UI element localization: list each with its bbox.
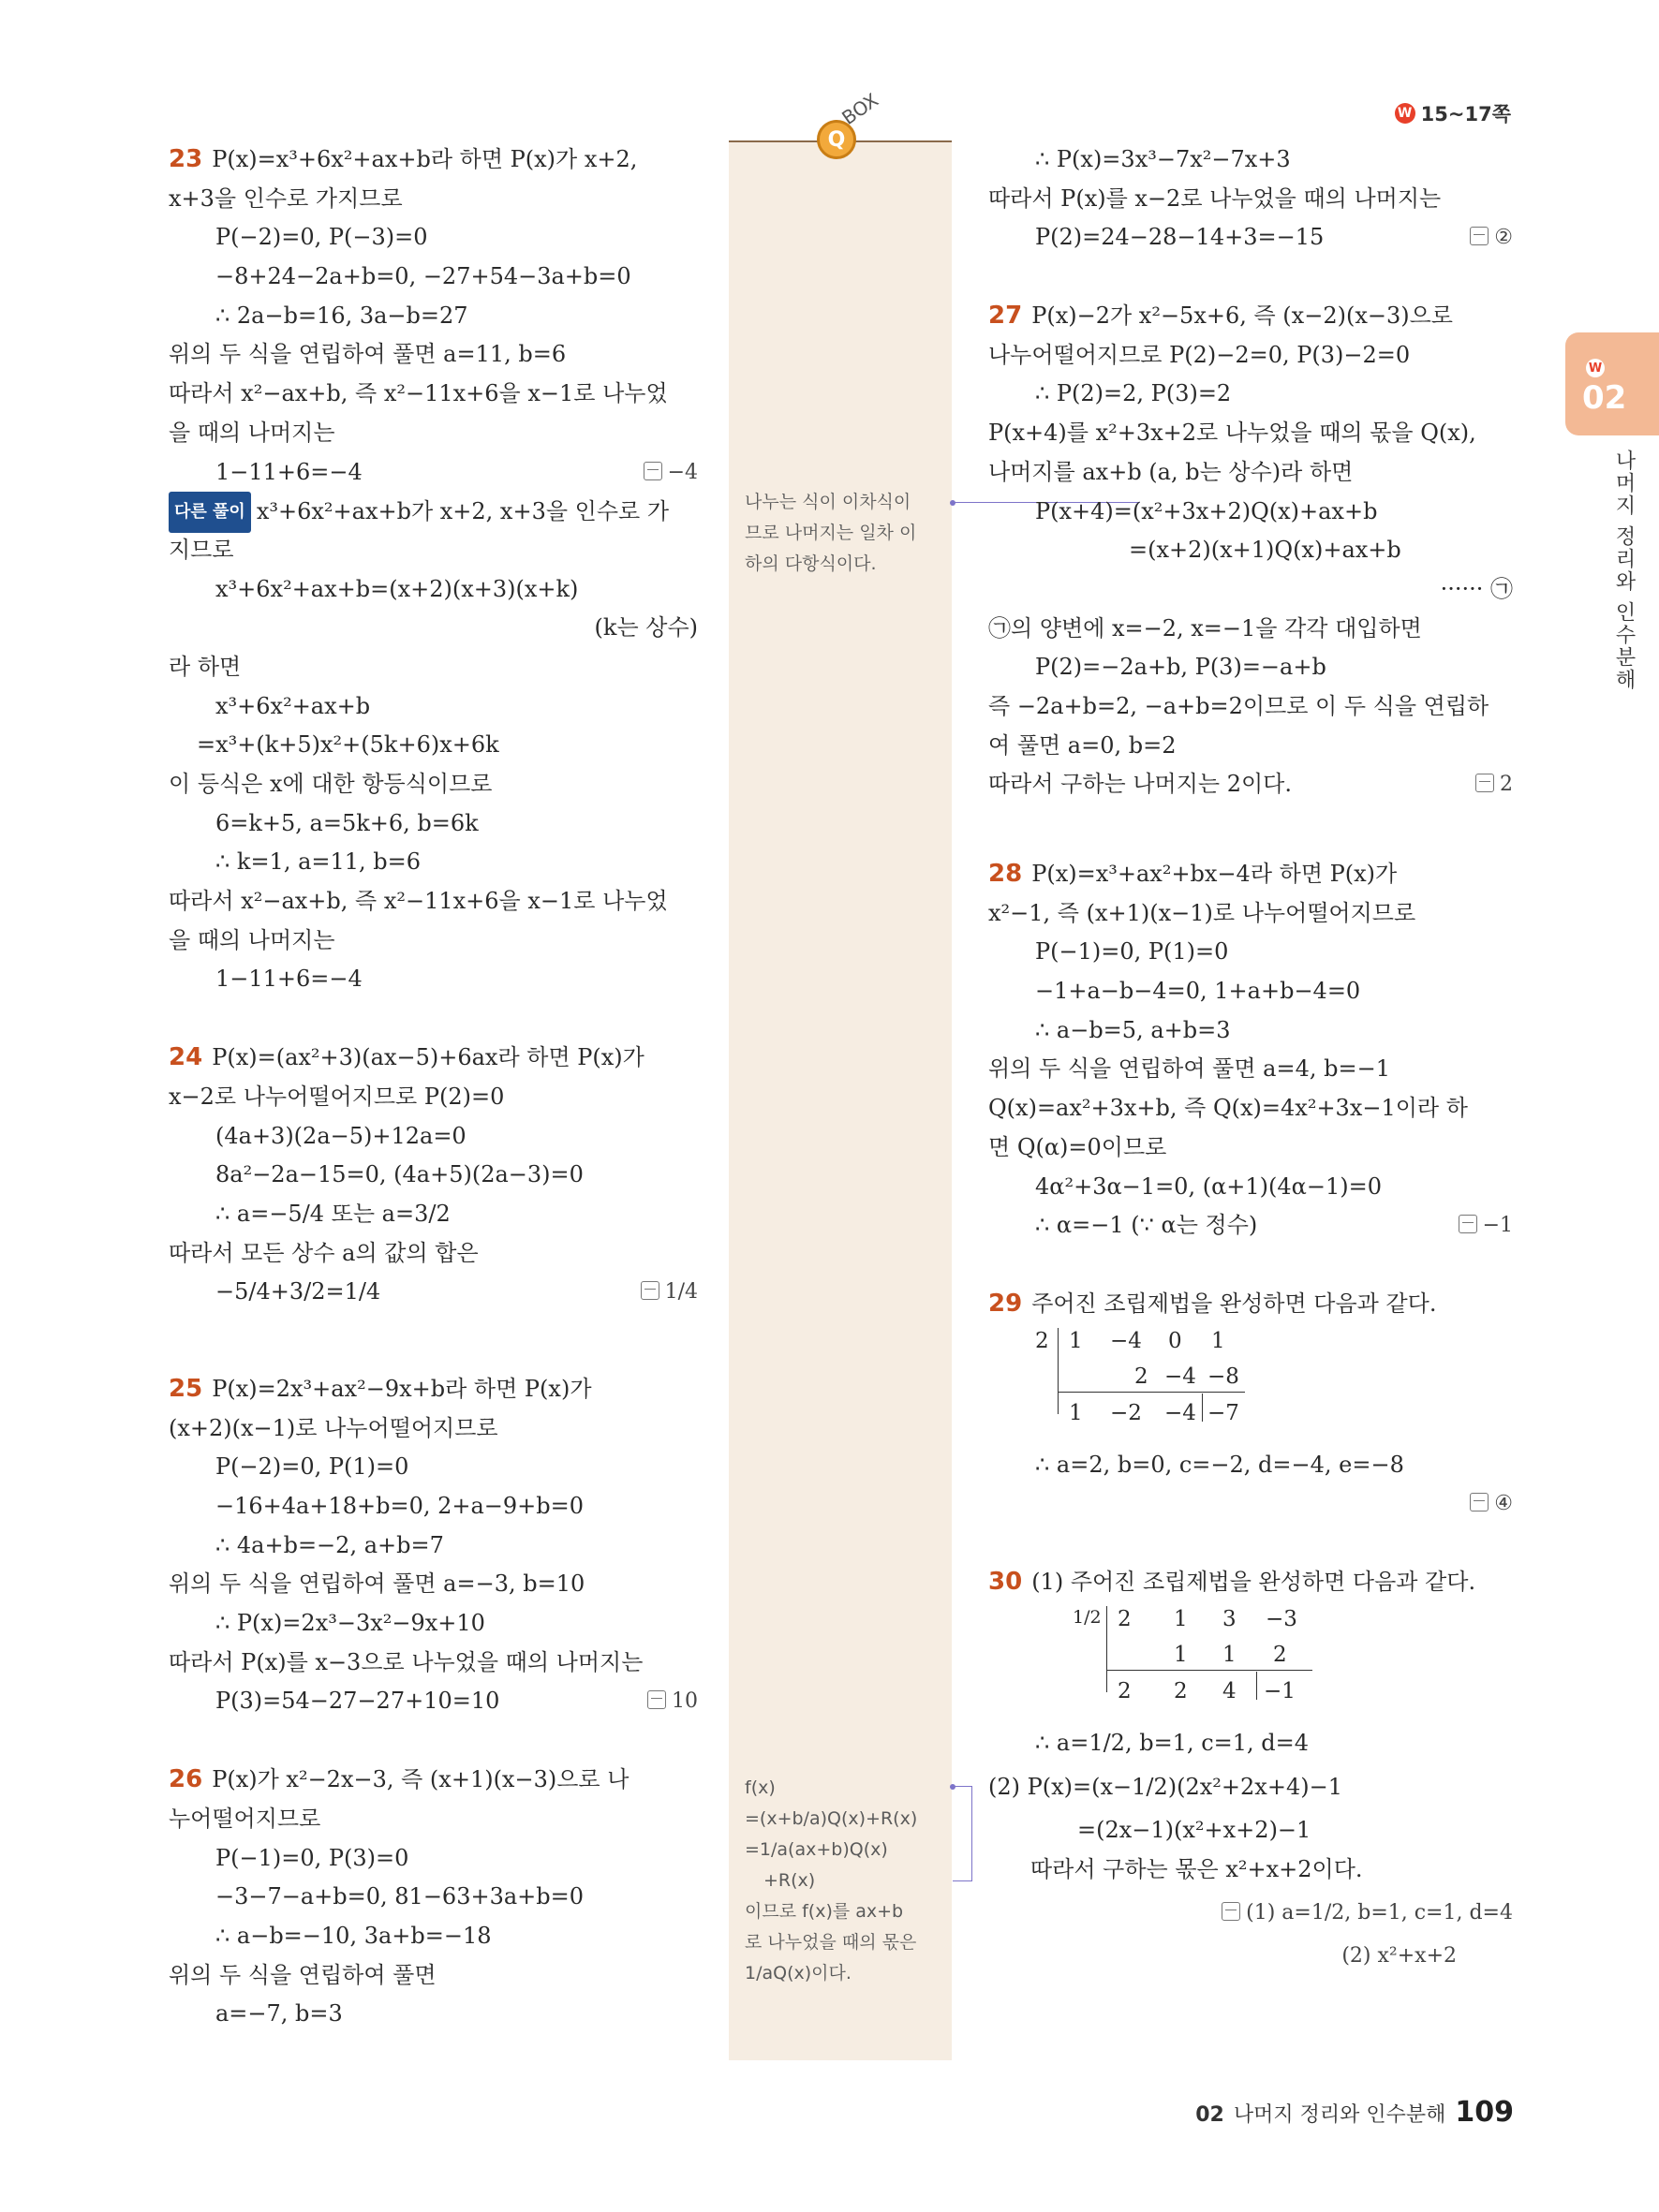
text-line: Q(x)=ax²+3x+b, 즉 Q(x)=4x²+3x−1이라 하 (988, 1095, 1468, 1122)
synth-remainder-line (1256, 1672, 1257, 1700)
problem-number: 27 (988, 302, 1023, 331)
text-line: 이 등식은 x에 대한 항등식이므로 (169, 771, 493, 797)
text-line: −1+a−b−4=0, 1+a+b−4=0 (1035, 978, 1361, 1005)
text: x³+6x²+ax+b가 x+2, x+3을 인수로 가 (256, 498, 670, 525)
qbox-logo (817, 88, 920, 157)
synth-cell: 2 (1273, 1642, 1287, 1667)
qbox-q-icon: Q (817, 120, 856, 159)
answer (641, 1273, 698, 1312)
left-column (169, 140, 698, 2034)
problem-23-line (169, 140, 698, 180)
synth-cell: −3 (1266, 1606, 1297, 1631)
problem-28-line (988, 855, 1513, 894)
text-line: 따라서 구하는 몫은 x²+x+2이다. (1030, 1856, 1363, 1882)
text-line: x−2로 나누어떨어지므로 P(2)=0 (169, 1083, 505, 1110)
chapter-side-title: 나머지 정리와 인수분해 (1612, 450, 1636, 691)
footer-chapter: 02 (1195, 2103, 1224, 2127)
text-line: 위의 두 식을 연립하여 풀면 (169, 1961, 437, 1988)
answer-icon (644, 462, 662, 480)
answer (647, 1682, 698, 1721)
answer-value: −1 (1482, 1214, 1513, 1238)
text-line: 1−11+6=−4 (215, 966, 363, 993)
synth-divisor: 1/2 (1073, 1606, 1102, 1628)
text: P(2)=24−28−14+3=−15 (1035, 224, 1325, 251)
text-line: ∴ P(x)=2x³−3x²−9x+10 (215, 1610, 485, 1637)
problem-27-line (988, 297, 1513, 336)
answer-value: ④ (1494, 1492, 1513, 1516)
text: P(x)−2가 x²−5x+6, 즉 (x−2)(x−3)으로 (1031, 302, 1453, 330)
text: P(x)=x³+ax²+bx−4라 하면 P(x)가 (1031, 861, 1398, 887)
synth-cell: −2 (1110, 1400, 1142, 1425)
text: ∴ α=−1 (∵ α는 정수) (1035, 1212, 1258, 1239)
text-line: −3−7−a+b=0, 81−63+3a+b=0 (215, 1883, 585, 1910)
text-line: (k는 상수) (594, 614, 698, 641)
synth-divisor: 2 (1035, 1328, 1049, 1353)
answer (1222, 1890, 1513, 1937)
text-line: 따라서 모든 상수 a의 값의 합은 (169, 1239, 479, 1266)
synth-hline (1106, 1670, 1312, 1671)
text-line: ∴ a=−5/4 또는 a=3/2 (215, 1200, 451, 1227)
text-line (988, 218, 1513, 258)
problem-30-line (988, 1563, 1513, 1602)
chapter-tab (1565, 332, 1659, 435)
answer-2: (2) x²+x+2 (1341, 1943, 1457, 1968)
spacer (169, 999, 698, 1039)
text-line (988, 1206, 1513, 1246)
page-footer (1195, 2096, 1514, 2129)
text: P(x)가 x²−2x−3, 즉 (x+1)(x−3)으로 나 (212, 1766, 630, 1793)
text-line: 즉 −2a+b=2, −a+b=2이므로 이 두 식을 연립하 (988, 692, 1489, 719)
text: −5/4+3/2=1/4 (215, 1278, 381, 1305)
note-line: 므로 나머지는 일차 이 (745, 523, 917, 543)
synth-cell: −8 (1207, 1364, 1239, 1389)
synthetic-division-29 (1035, 1324, 1513, 1446)
text-line: P(x+4)=(x²+3x+2)Q(x)+ax+b (1035, 497, 1378, 524)
spacer (988, 1246, 1513, 1285)
synthetic-division-30 (1073, 1602, 1513, 1724)
text-line: 따라서 P(x)를 x−2로 나누었을 때의 나머지는 (988, 184, 1442, 212)
synth-hline (1058, 1392, 1245, 1393)
note-line: 나누는 식이 이차식이 (745, 492, 911, 512)
problem-number: 30 (988, 1567, 1023, 1596)
text-line: 위의 두 식을 연립하여 풀면 a=4, b=−1 (988, 1055, 1390, 1083)
answer-value: 10 (672, 1689, 698, 1714)
text-line: 여 풀면 a=0, b=2 (988, 731, 1177, 759)
synth-vline (1058, 1328, 1059, 1414)
answer-line (988, 1937, 1513, 1976)
text-line: P(2)=−2a+b, P(3)=−a+b (1035, 654, 1326, 681)
text-line: =(2x−1)(x²+x+2)−1 (1077, 1817, 1311, 1844)
synth-cell: −4 (1164, 1400, 1196, 1425)
text: 주어진 조립제법을 완성하면 다음과 같다. (1031, 1290, 1437, 1317)
answer (644, 453, 698, 493)
spacer (169, 1721, 698, 1761)
answer-icon (647, 1690, 666, 1709)
text-line: x²−1, 즉 (x+1)(x−1)로 나누어떨어지므로 (988, 899, 1416, 926)
text-line: 6=k+5, a=5k+6, b=6k (215, 809, 479, 836)
note-line: 이므로 f(x)를 ax+b (745, 1901, 904, 1922)
text-line: 을 때의 나머지는 (169, 926, 335, 953)
alt-solution-badge: 다른 풀이 (169, 492, 251, 533)
qbox-note-2 (745, 1772, 941, 1988)
answer-value: −4 (667, 460, 698, 484)
text-line: 4α²+3α−1=0, (α+1)(4α−1)=0 (1035, 1172, 1382, 1200)
problem-number: 24 (169, 1043, 203, 1072)
synth-cell: −4 (1164, 1364, 1196, 1389)
answer-icon (1222, 1902, 1240, 1921)
text-line: P(−1)=0, P(3)=0 (215, 1844, 409, 1871)
text-line: (2) P(x)=(x−1/2)(2x²+2x+4)−1 (988, 1774, 1342, 1801)
note-line: 1/aQ(x)이다. (745, 1963, 852, 1983)
text-line: 8a²−2a−15=0, (4a+5)(2a−3)=0 (215, 1161, 584, 1188)
problem-26-line (169, 1761, 698, 1800)
answer-icon (1470, 227, 1489, 245)
spacer (169, 1351, 698, 1370)
text-line: ······ ㉠ (1440, 575, 1513, 602)
text-line: x³+6x²+ax+b (215, 692, 371, 719)
synth-cell: 2 (1134, 1364, 1148, 1389)
synth-cell: 3 (1222, 1606, 1237, 1631)
answer-icon (641, 1281, 659, 1300)
note-line: =1/a(ax+b)Q(x) (745, 1839, 888, 1860)
connector-line (953, 1786, 972, 1881)
w-badge-icon: W (1395, 103, 1415, 124)
text-line: 위의 두 식을 연립하여 풀면 a=−3, b=10 (169, 1571, 585, 1598)
text: 1−11+6=−4 (215, 458, 363, 485)
text-line (988, 765, 1513, 804)
text-line: 따라서 x²−ax+b, 즉 x²−11x+6을 x−1로 나누었 (169, 380, 668, 407)
note-line: =(x+b/a)Q(x)+R(x) (745, 1808, 918, 1829)
answer (1475, 765, 1513, 804)
synth-cell: 1 (1069, 1400, 1083, 1425)
problem-number: 26 (169, 1765, 203, 1794)
synth-cell: −4 (1110, 1328, 1142, 1353)
text-line: 따라서 P(x)를 x−3으로 나누었을 때의 나머지는 (169, 1648, 644, 1675)
text-line: (x+2)(x−1)로 나누어떨어지므로 (169, 1414, 498, 1441)
synth-cell: 0 (1168, 1328, 1182, 1353)
right-column (988, 140, 1513, 1975)
qbox-label: BOX (837, 88, 883, 129)
text: P(x)=x³+6x²+ax+b라 하면 P(x)가 x+2, (212, 146, 638, 172)
text-line: 누어떨어지므로 (169, 1805, 321, 1832)
synth-cell: 4 (1222, 1678, 1237, 1703)
note-line: +R(x) (763, 1870, 816, 1891)
text-line: 라 하면 (169, 653, 242, 680)
text-line: 나누어떨어지므로 P(2)−2=0, P(3)−2=0 (988, 341, 1411, 368)
synth-cell: 2 (1118, 1678, 1132, 1703)
text-line: ∴ a−b=5, a+b=3 (1035, 1016, 1231, 1043)
connector-dot (950, 500, 955, 506)
qbox-note-1 (745, 487, 941, 580)
note-line: f(x) (745, 1777, 776, 1798)
answer-line (988, 1890, 1513, 1937)
answer (1470, 1484, 1513, 1524)
text-line (169, 1682, 698, 1721)
text-line: 지므로 (169, 536, 234, 563)
text-line: P(−2)=0, P(−3)=0 (215, 224, 428, 251)
text: P(x)=2x³+ax²−9x+b라 하면 P(x)가 (212, 1375, 592, 1402)
text-line: ∴ P(x)=3x³−7x²−7x+3 (1035, 146, 1291, 172)
spacer (988, 1524, 1513, 1563)
text-line: ∴ 2a−b=16, 3a−b=27 (215, 302, 468, 329)
spacer (169, 1312, 698, 1351)
answer-icon (1470, 1493, 1489, 1512)
spacer (988, 844, 1513, 855)
text-line: P(−1)=0, P(1)=0 (1035, 938, 1229, 966)
text: 따라서 구하는 나머지는 2이다. (988, 771, 1292, 798)
text: (1) 주어진 조립제법을 완성하면 다음과 같다. (1031, 1568, 1476, 1595)
answer-value: 1/4 (664, 1280, 698, 1305)
text-line: ∴ a=2, b=0, c=−2, d=−4, e=−8 (1035, 1451, 1404, 1478)
text-line: ∴ k=1, a=11, b=6 (215, 848, 422, 876)
answer-value: (1) a=1/2, b=1, c=1, d=4 (1246, 1900, 1513, 1924)
synth-remainder: −7 (1207, 1400, 1239, 1425)
synth-remainder: −1 (1264, 1678, 1296, 1703)
answer-icon (1459, 1215, 1477, 1233)
text-line: a=−7, b=3 (215, 2000, 343, 2028)
answer-value: ② (1494, 226, 1513, 250)
spacer (988, 804, 1513, 844)
text: P(x)=(ax²+3)(ax−5)+6ax라 하면 P(x)가 (212, 1044, 644, 1071)
text-line: P(x+4)를 x²+3x+2로 나누었을 때의 몫을 Q(x), (988, 420, 1476, 447)
page-range: 15~17쪽 (1420, 103, 1511, 125)
answer-value: 2 (1500, 773, 1513, 797)
problem-number: 25 (169, 1374, 203, 1403)
problem-25-line (169, 1370, 698, 1409)
synth-cell: 1 (1174, 1642, 1188, 1667)
text-line: ∴ P(2)=2, P(3)=2 (1035, 380, 1232, 407)
text-line: (4a+3)(2a−5)+12a=0 (215, 1122, 467, 1149)
text-line: =(x+2)(x+1)Q(x)+ax+b (1129, 537, 1401, 564)
answer-line (988, 1484, 1513, 1524)
text-line: −8+24−2a+b=0, −27+54−3a+b=0 (215, 263, 631, 290)
synth-cell: 1 (1174, 1606, 1188, 1631)
text-line: ∴ 4a+b=−2, a+b=7 (215, 1531, 444, 1558)
answer (1470, 218, 1513, 258)
text: P(3)=54−27−27+10=10 (215, 1688, 500, 1715)
text-line: P(−2)=0, P(1)=0 (215, 1453, 409, 1481)
alt-solution-line (169, 492, 698, 531)
page-number: 109 (1455, 2096, 1514, 2129)
text-line (169, 1273, 698, 1312)
text-line: ㉠의 양변에 x=−2, x=−1을 각각 대입하면 (988, 614, 1422, 641)
text-line: 면 Q(α)=0이므로 (988, 1133, 1167, 1160)
note-line: 하의 다항식이다. (745, 553, 877, 574)
text-line: =x³+(k+5)x²+(5k+6)x+6k (197, 731, 499, 759)
synth-cell: 1 (1222, 1642, 1237, 1667)
spacer (988, 258, 1513, 297)
text-line: x+3을 인수로 가지므로 (169, 184, 403, 212)
text-line: x³+6x²+ax+b=(x+2)(x+3)(x+k) (215, 575, 579, 602)
chapter-number: 02 (1582, 379, 1627, 417)
synth-vline (1106, 1606, 1107, 1692)
synth-cell: 1 (1211, 1328, 1225, 1353)
synth-remainder-line (1202, 1394, 1203, 1422)
problem-number: 29 (988, 1289, 1023, 1318)
page-reference (1395, 99, 1511, 127)
w-badge-icon: W (1586, 359, 1605, 377)
text-line: ∴ a−b=−10, 3a+b=−18 (215, 1922, 492, 1949)
text-line (169, 453, 698, 493)
synth-cell: 1 (1069, 1328, 1083, 1353)
footer-title: 나머지 정리와 인수분해 (1233, 2103, 1446, 2127)
synth-cell: 2 (1174, 1678, 1188, 1703)
problem-29-line (988, 1285, 1513, 1324)
text-line: 나머지를 ax+b (a, b는 상수)라 하면 (988, 458, 1354, 485)
text-line: ∴ a=1/2, b=1, c=1, d=4 (1035, 1729, 1310, 1756)
note-line: 로 나누었을 때의 몫은 (745, 1932, 917, 1953)
text-line: 따라서 x²−ax+b, 즉 x²−11x+6을 x−1로 나누었 (169, 888, 668, 915)
problem-24-line (169, 1039, 698, 1078)
text-line: 을 때의 나머지는 (169, 419, 335, 446)
text-line: −16+4a+18+b=0, 2+a−9+b=0 (215, 1493, 585, 1519)
problem-number: 28 (988, 860, 1023, 888)
answer-icon (1475, 774, 1494, 792)
synth-cell: 2 (1118, 1606, 1132, 1631)
text-line: 위의 두 식을 연립하여 풀면 a=11, b=6 (169, 341, 567, 368)
problem-number: 23 (169, 145, 203, 173)
answer (1459, 1206, 1513, 1246)
